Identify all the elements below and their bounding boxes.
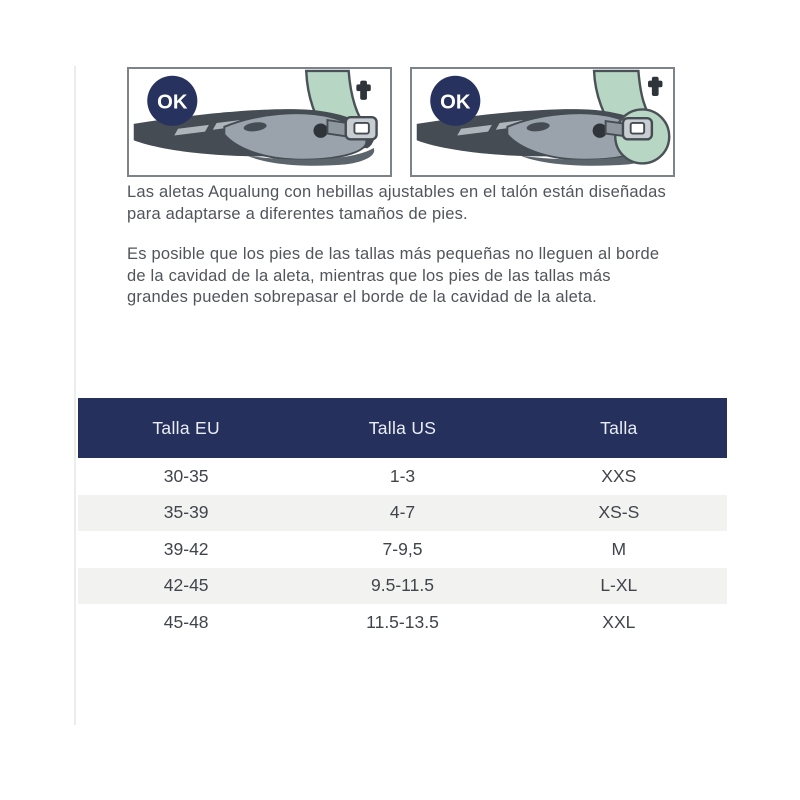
table-header-row bbox=[78, 398, 727, 458]
table-row bbox=[78, 495, 727, 532]
cell-us-size: 7-9,5 bbox=[382, 538, 423, 559]
table-row bbox=[78, 604, 727, 641]
fin-side-view-small-heel-icon bbox=[129, 69, 390, 175]
table-row bbox=[78, 458, 727, 495]
ok-badge-label: OK bbox=[440, 91, 471, 114]
cell-size-label: XXL bbox=[602, 611, 636, 632]
cell-size-label: M bbox=[611, 538, 627, 559]
cell-size-label: L-XL bbox=[600, 575, 638, 596]
column-header-talla-us: Talla US bbox=[368, 417, 437, 438]
fit-note-paragraph: Es posible que los pies de las tallas más pequeñas no lleguen al borde de la cavidad de la aleta, mientras que los pies de las tallas más grandes pueden sobrepasar el borde de la cavidad de la aleta. bbox=[127, 245, 660, 306]
table-row bbox=[78, 531, 727, 568]
ok-badge-label: OK bbox=[157, 91, 188, 114]
content-left-border bbox=[74, 66, 76, 725]
cell-eu-size: 35-39 bbox=[163, 502, 209, 523]
table-row bbox=[78, 568, 727, 605]
cell-us-size: 1-3 bbox=[389, 465, 416, 486]
intro-paragraph: Las aletas Aqualung con hebillas ajustables en el talón están diseñadas para adaptarse a diferentes tamaños de pies. bbox=[127, 183, 666, 223]
cell-size-label: XS-S bbox=[598, 502, 640, 523]
fin-side-view-large-heel-icon bbox=[412, 69, 673, 175]
description-text bbox=[127, 182, 675, 328]
cell-eu-size: 45-48 bbox=[163, 611, 209, 632]
cell-us-size: 4-7 bbox=[389, 502, 416, 523]
table-body bbox=[78, 458, 727, 641]
column-header-talla-eu: Talla EU bbox=[152, 417, 220, 438]
cell-size-label: XXS bbox=[601, 465, 637, 486]
cell-eu-size: 39-42 bbox=[163, 538, 209, 559]
fin-fit-illustration-small-foot bbox=[127, 67, 392, 177]
ok-badge bbox=[430, 76, 480, 126]
cell-us-size: 11.5-13.5 bbox=[366, 611, 439, 632]
cell-us-size: 9.5-11.5 bbox=[371, 575, 434, 596]
fit-illustrations bbox=[127, 67, 675, 177]
ok-badge bbox=[147, 76, 197, 126]
column-header-talla: Talla bbox=[600, 417, 638, 438]
size-chart-table bbox=[78, 398, 727, 641]
cell-eu-size: 30-35 bbox=[163, 465, 209, 486]
cell-eu-size: 42-45 bbox=[163, 575, 209, 596]
fin-fit-illustration-large-foot bbox=[410, 67, 675, 177]
